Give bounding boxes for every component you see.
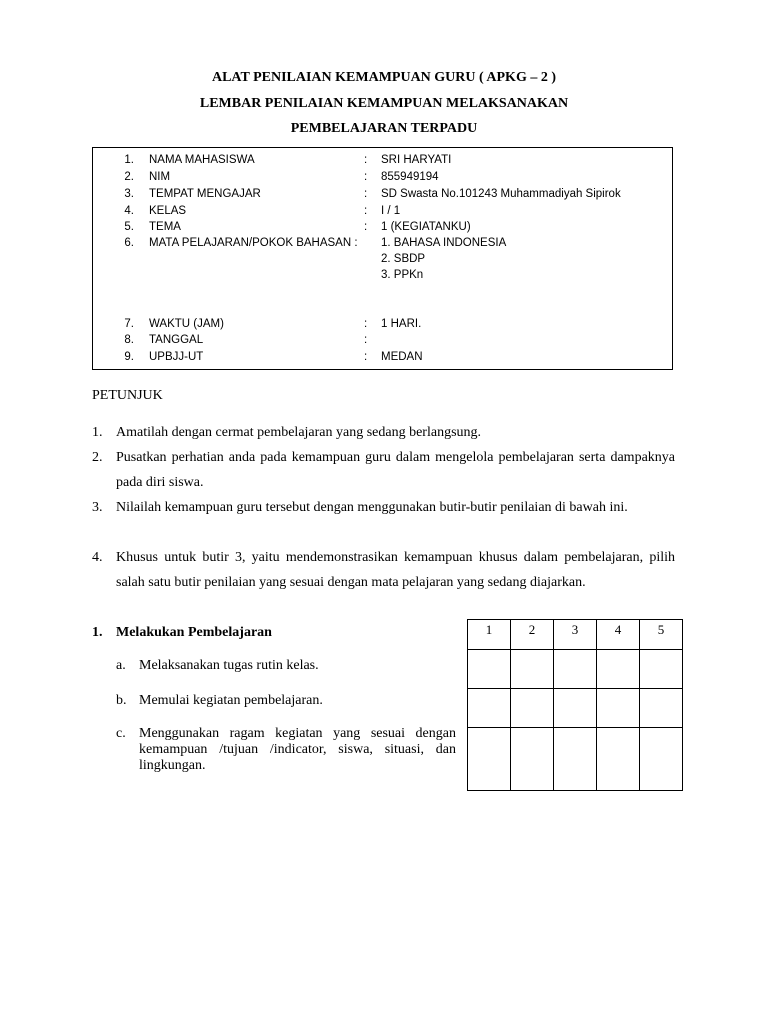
form-subtitle: LEMBAR PENILAIAN KEMAMPUAN MELAKSANAKAN (199, 96, 569, 111)
section-heading (92, 625, 272, 641)
row-label: TEMPAT MENGAJAR (149, 188, 261, 200)
row-value: 1 HARI. (381, 318, 422, 330)
score-header: 4 (597, 620, 640, 650)
row-value: MEDAN (381, 351, 423, 363)
row-number: 4. (124, 205, 134, 217)
item-letter: c. (116, 726, 126, 741)
row-number: 3. (124, 188, 134, 200)
item-letter: a. (116, 658, 126, 673)
score-cell[interactable] (597, 689, 640, 728)
item-text: Melaksanakan tugas rutin kelas. (139, 658, 319, 673)
row-label: TANGGAL (149, 334, 204, 346)
score-row-b (468, 689, 683, 728)
score-cell[interactable] (468, 728, 511, 791)
form-title: ALAT PENILAIAN KEMAMPUAN GURU ( APKG – 2 ) (211, 70, 557, 85)
row-number: 1. (124, 154, 134, 166)
row-colon: : (364, 205, 368, 217)
row-label: TEMA (149, 221, 181, 233)
score-header: 1 (468, 620, 511, 650)
row-colon: : (364, 351, 368, 363)
form-subtitle-2: PEMBELAJARAN TERPADU (290, 121, 478, 136)
row-value: 1. BAHASA INDONESIA (381, 237, 507, 249)
instruction-item (92, 495, 675, 520)
row-colon: : (364, 334, 368, 346)
identity-row (93, 235, 672, 251)
row-colon: : (364, 221, 368, 233)
item-text: Pusatkan perhatian anda pada kemampuan guru dalam mengelola pembelajaran serta dampaknya pada diri siswa. (116, 450, 675, 490)
score-row-c (468, 728, 683, 791)
row-number: 9. (124, 351, 134, 363)
item-text: Amatilah dengan cermat pembelajaran yang sedang berlangsung. (116, 425, 482, 440)
row-number: 7. (124, 318, 134, 330)
row-value: 2. SBDP (381, 253, 426, 265)
score-header: 3 (554, 620, 597, 650)
row-number: 6. (124, 237, 134, 249)
score-cell[interactable] (511, 689, 554, 728)
row-label: NAMA MAHASISWA (149, 154, 255, 166)
identity-row (93, 316, 672, 332)
row-value: 855949194 (381, 171, 439, 183)
item-text: Memulai kegiatan pembelajaran. (139, 693, 323, 708)
identity-row (93, 251, 672, 267)
instruction-item (92, 420, 675, 445)
row-number: 2. (124, 171, 134, 183)
identity-row (93, 332, 672, 348)
score-cell[interactable] (640, 689, 683, 728)
row-value: 1 (KEGIATANKU) (381, 221, 471, 233)
item-number: 2. (92, 450, 103, 465)
row-label: MATA PELAJARAN/POKOK BAHASAN : (149, 237, 358, 249)
row-colon: : (364, 188, 368, 200)
row-label: UPBJJ-UT (149, 351, 204, 363)
identity-row (93, 203, 672, 219)
identity-row (93, 219, 672, 235)
row-label: KELAS (149, 205, 187, 217)
row-number: 5. (124, 221, 134, 233)
identity-row (93, 152, 672, 168)
score-cell[interactable] (468, 650, 511, 689)
item-number: 4. (92, 550, 103, 565)
instruction-item (92, 445, 675, 495)
row-value: I / 1 (381, 205, 401, 217)
identity-row (93, 267, 672, 283)
score-header-row (468, 620, 683, 650)
item-number: 3. (92, 500, 103, 515)
row-colon: : (364, 171, 368, 183)
score-cell[interactable] (597, 728, 640, 791)
score-cell[interactable] (511, 728, 554, 791)
assessment-item (116, 658, 456, 674)
score-header: 5 (640, 620, 683, 650)
row-value: SRI HARYATI (381, 154, 452, 166)
assessment-item (116, 726, 456, 774)
row-value: 3. PPKn (381, 269, 424, 281)
score-row-a (468, 650, 683, 689)
score-cell[interactable] (468, 689, 511, 728)
item-text: Khusus untuk butir 3, yaitu mendemonstrasikan kemampuan khusus dalam pembelajaran, pilih salah satu butir penilaian yang sesuai dengan mata pelajaran yang sedang diajarkan. (116, 550, 675, 590)
assessment-item (116, 693, 456, 709)
item-letter: b. (116, 693, 127, 708)
row-label: NIM (149, 171, 171, 183)
identity-row (93, 169, 672, 185)
instruction-item (92, 545, 675, 595)
section-title: Melakukan Pembelajaran (116, 625, 272, 640)
item-number: 1. (92, 425, 103, 440)
section-number: 1. (92, 625, 103, 640)
score-cell[interactable] (554, 689, 597, 728)
identity-row (93, 186, 672, 202)
score-cell[interactable] (554, 728, 597, 791)
score-cell[interactable] (511, 650, 554, 689)
score-cell[interactable] (554, 650, 597, 689)
score-cell[interactable] (640, 728, 683, 791)
row-value: SD Swasta No.101243 Muhammadiyah Sipirok (381, 188, 621, 200)
row-label: WAKTU (JAM) (149, 318, 224, 330)
score-header: 2 (511, 620, 554, 650)
score-cell[interactable] (597, 650, 640, 689)
identity-box (92, 147, 673, 370)
row-colon: : (364, 318, 368, 330)
score-grid (467, 619, 683, 791)
row-number: 8. (124, 334, 134, 346)
row-colon: : (364, 154, 368, 166)
instructions-heading: PETUNJUK (92, 388, 163, 403)
identity-row (93, 349, 672, 365)
score-cell[interactable] (640, 650, 683, 689)
item-text: Menggunakan ragam kegiatan yang sesuai dengan kemampuan /tujuan /indicator, siswa, situasi, dan lingkungan. (139, 726, 456, 773)
item-text: Nilailah kemampuan guru tersebut dengan menggunakan butir-butir penilaian di bawah ini. (116, 500, 628, 515)
